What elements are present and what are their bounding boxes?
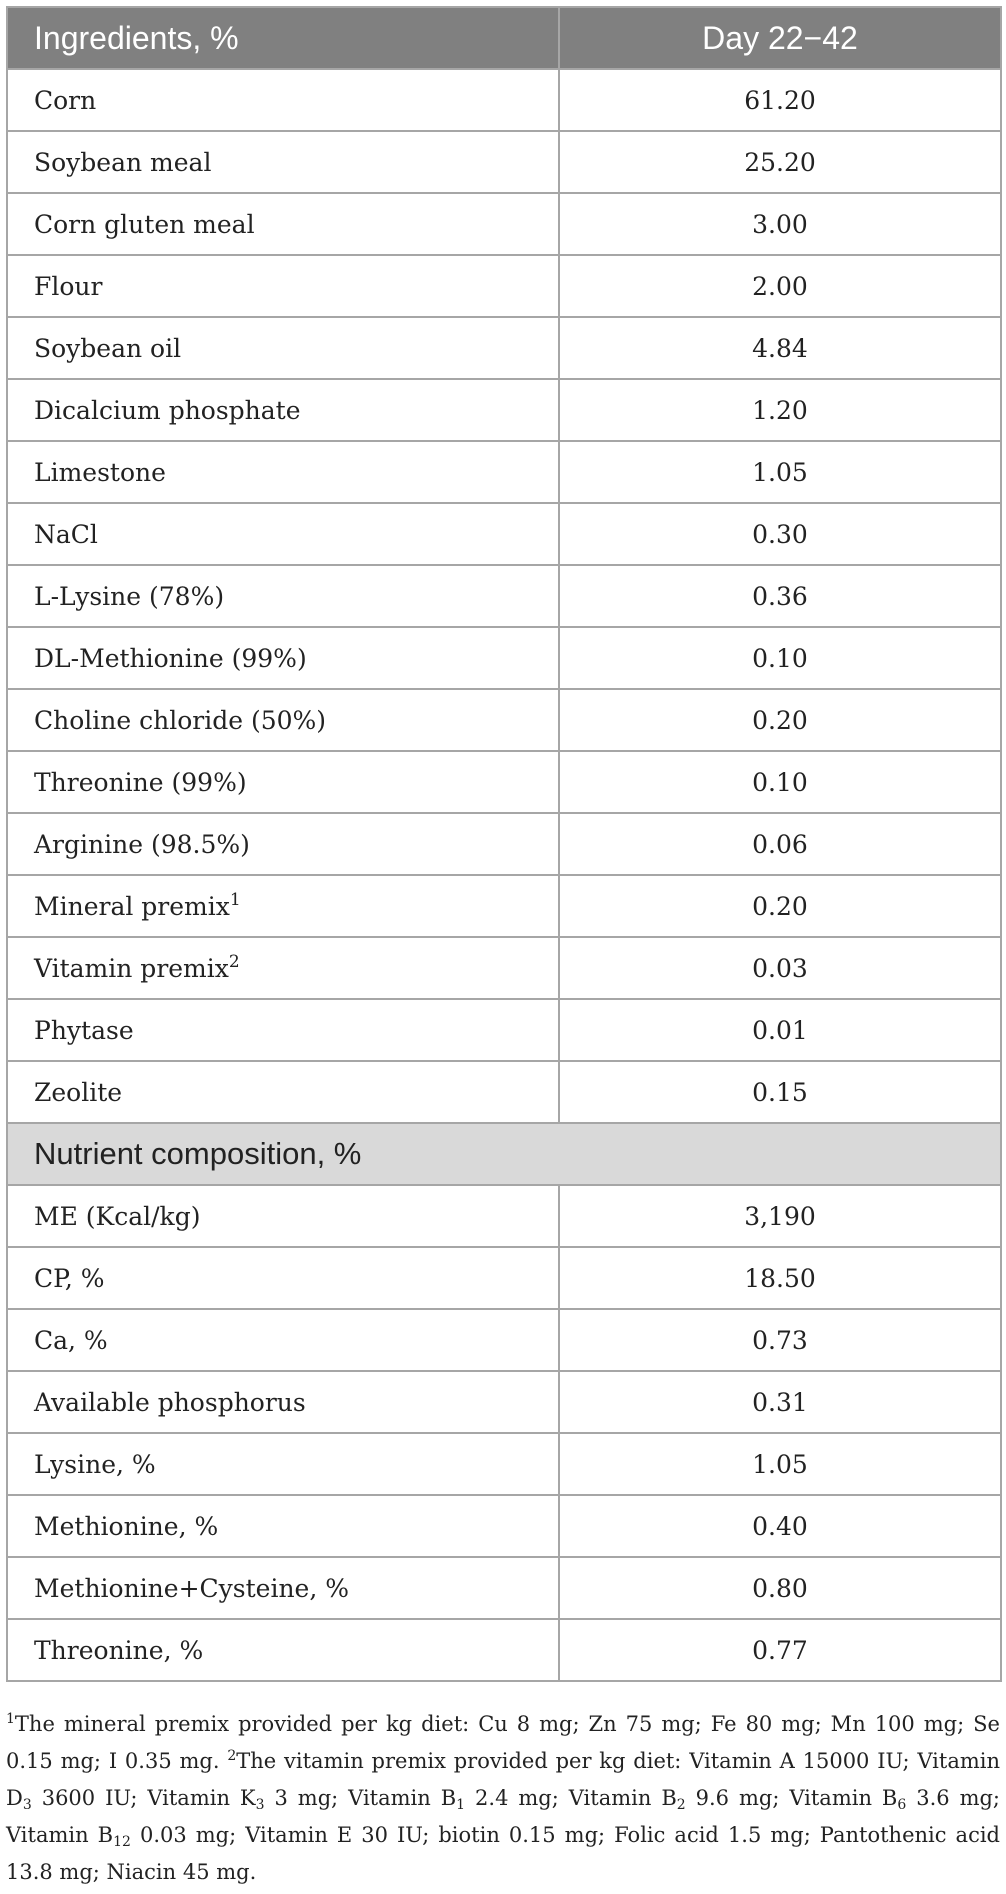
table-row xyxy=(7,937,1001,999)
nutrient-value: 0.80 xyxy=(559,1557,1001,1619)
section-row xyxy=(7,1123,1001,1185)
table-row xyxy=(7,813,1001,875)
table-row xyxy=(7,379,1001,441)
nutrient-name: Methionine, % xyxy=(34,1511,219,1541)
table-row xyxy=(7,1495,1001,1557)
ingredient-value: 1.05 xyxy=(559,441,1001,503)
table-header-row xyxy=(7,7,1001,69)
nutrient-name: Ca, % xyxy=(34,1325,108,1355)
table-row xyxy=(7,999,1001,1061)
ingredient-value: 0.36 xyxy=(559,565,1001,627)
table-row xyxy=(7,565,1001,627)
ingredient-value: 25.20 xyxy=(559,131,1001,193)
nutrient-name: Available phosphorus xyxy=(34,1387,306,1417)
diet-composition-table xyxy=(6,6,1002,1682)
subscript: 3 xyxy=(22,1797,32,1813)
ingredients-column-header: Ingredients, % xyxy=(7,7,559,69)
ingredient-value: 0.15 xyxy=(559,1061,1001,1123)
ingredient-name-cell xyxy=(7,441,559,503)
nutrient-name-cell xyxy=(7,1433,559,1495)
table-row xyxy=(7,751,1001,813)
nutrient-name-cell xyxy=(7,1185,559,1247)
nutrient-value: 18.50 xyxy=(559,1247,1001,1309)
footnote-text: 2.4 mg; Vitamin B xyxy=(465,1786,677,1810)
ingredient-value: 0.10 xyxy=(559,751,1001,813)
nutrient-name-cell xyxy=(7,1247,559,1309)
nutrient-name: Threonine, % xyxy=(34,1635,204,1665)
nutrient-value: 1.05 xyxy=(559,1433,1001,1495)
nutrient-value: 0.73 xyxy=(559,1309,1001,1371)
ingredient-name: Phytase xyxy=(34,1015,134,1045)
footnote-text: 3600 IU; Vitamin K xyxy=(31,1786,256,1810)
table-row xyxy=(7,1433,1001,1495)
table-row xyxy=(7,441,1001,503)
ingredient-value: 0.30 xyxy=(559,503,1001,565)
ingredient-name: Dicalcium phosphate xyxy=(34,395,301,425)
vitamin-premix-note: The vitamin premix provided per kg diet: Vitamin A 15000 IU; Vitamin D xyxy=(6,1749,1000,1810)
ingredient-name: Flour xyxy=(34,271,103,301)
nutrient-name-cell xyxy=(7,1557,559,1619)
nutrient-value: 3,190 xyxy=(559,1185,1001,1247)
table-row xyxy=(7,1309,1001,1371)
ingredient-name: NaCl xyxy=(34,519,98,549)
ingredient-name: Threonine (99%) xyxy=(34,767,247,797)
table-row xyxy=(7,255,1001,317)
nutrient-name-cell xyxy=(7,1495,559,1557)
diet-composition-table-wrapper xyxy=(6,6,1000,1682)
ingredient-name-cell xyxy=(7,689,559,751)
ingredient-value: 3.00 xyxy=(559,193,1001,255)
ingredient-value: 2.00 xyxy=(559,255,1001,317)
table-row xyxy=(7,1247,1001,1309)
ingredient-name: Limestone xyxy=(34,457,166,487)
ingredient-value: 0.20 xyxy=(559,875,1001,937)
ingredient-name-cell xyxy=(7,999,559,1061)
table-row xyxy=(7,1557,1001,1619)
ingredient-value: 1.20 xyxy=(559,379,1001,441)
table-footnote xyxy=(6,1706,1000,1891)
table-row xyxy=(7,627,1001,689)
nutrient-section-label: Nutrient composition, % xyxy=(7,1123,1001,1185)
footnote-reference: 2 xyxy=(228,951,240,972)
ingredient-name: Zeolite xyxy=(34,1077,123,1107)
nutrient-value: 0.77 xyxy=(559,1619,1001,1681)
ingredient-name-cell xyxy=(7,503,559,565)
ingredient-name: Soybean meal xyxy=(34,147,212,177)
nutrient-name: CP, % xyxy=(34,1263,105,1293)
ingredient-name: Choline chloride (50%) xyxy=(34,705,327,735)
ingredient-name: DL-Methionine (99%) xyxy=(34,643,307,673)
ingredient-name-cell xyxy=(7,751,559,813)
ingredient-name: Corn xyxy=(34,85,97,115)
ingredient-name-cell xyxy=(7,379,559,441)
ingredient-name-cell xyxy=(7,131,559,193)
nutrient-value: 0.40 xyxy=(559,1495,1001,1557)
table-row xyxy=(7,69,1001,131)
footnote-text: 3 mg; Vitamin B xyxy=(264,1786,457,1810)
ingredient-value: 0.01 xyxy=(559,999,1001,1061)
subscript: 1 xyxy=(456,1797,466,1813)
subscript: 12 xyxy=(113,1834,131,1850)
footnote-text: 9.6 mg; Vitamin B xyxy=(685,1786,898,1810)
ingredient-value: 0.20 xyxy=(559,689,1001,751)
subscript: 3 xyxy=(255,1797,265,1813)
table-row xyxy=(7,689,1001,751)
footnote-reference: 1 xyxy=(229,889,241,910)
ingredient-name: Corn gluten meal xyxy=(34,209,255,239)
ingredient-value: 0.10 xyxy=(559,627,1001,689)
ingredient-value: 61.20 xyxy=(559,69,1001,131)
nutrient-name: ME (Kcal/kg) xyxy=(34,1201,201,1231)
ingredient-value: 0.03 xyxy=(559,937,1001,999)
table-row xyxy=(7,1185,1001,1247)
ingredient-name-cell xyxy=(7,255,559,317)
table-row xyxy=(7,875,1001,937)
table-row xyxy=(7,317,1001,379)
mineral-premix-note: The mineral premix provided per kg diet: Cu 8 mg; Zn 75 mg; Fe 80 mg; Mn 100 mg; Se 0.15 mg; I 0.35 mg. xyxy=(6,1712,1000,1773)
table-row xyxy=(7,1619,1001,1681)
ingredient-value: 4.84 xyxy=(559,317,1001,379)
ingredient-name-cell xyxy=(7,69,559,131)
ingredient-name: Mineral premix xyxy=(34,891,230,921)
table-row xyxy=(7,131,1001,193)
nutrient-value: 0.31 xyxy=(559,1371,1001,1433)
nutrient-name: Methionine+Cysteine, % xyxy=(34,1573,349,1603)
ingredient-name-cell xyxy=(7,875,559,937)
footnote-mark-2: 2 xyxy=(227,1748,237,1764)
footnote-text: 0.03 mg; Vitamin E 30 IU; biotin 0.15 mg; Folic acid 1.5 mg; Pantothenic acid 13.8 mg; Niacin 45 mg. xyxy=(6,1823,1000,1884)
ingredient-name: Soybean oil xyxy=(34,333,182,363)
ingredient-name: L-Lysine (78%) xyxy=(34,581,225,611)
ingredient-value: 0.06 xyxy=(559,813,1001,875)
ingredient-name-cell xyxy=(7,937,559,999)
ingredient-name-cell xyxy=(7,1061,559,1123)
nutrient-name-cell xyxy=(7,1619,559,1681)
ingredient-name: Arginine (98.5%) xyxy=(34,829,250,859)
table-body xyxy=(7,69,1001,1681)
period-column-header: Day 22−42 xyxy=(559,7,1001,69)
ingredient-name-cell xyxy=(7,193,559,255)
ingredient-name-cell xyxy=(7,813,559,875)
subscript: 2 xyxy=(676,1797,686,1813)
ingredient-name-cell xyxy=(7,317,559,379)
footnote-text: 3.6 mg; Vitamin B xyxy=(6,1786,1000,1847)
subscript: 6 xyxy=(897,1797,907,1813)
nutrient-name-cell xyxy=(7,1371,559,1433)
nutrient-name: Lysine, % xyxy=(34,1449,156,1479)
nutrient-name-cell xyxy=(7,1309,559,1371)
table-row xyxy=(7,193,1001,255)
footnote-mark-1: 1 xyxy=(6,1711,15,1727)
ingredient-name: Vitamin premix xyxy=(34,953,229,983)
table-row xyxy=(7,503,1001,565)
table-row xyxy=(7,1061,1001,1123)
table-row xyxy=(7,1371,1001,1433)
ingredient-name-cell xyxy=(7,565,559,627)
ingredient-name-cell xyxy=(7,627,559,689)
